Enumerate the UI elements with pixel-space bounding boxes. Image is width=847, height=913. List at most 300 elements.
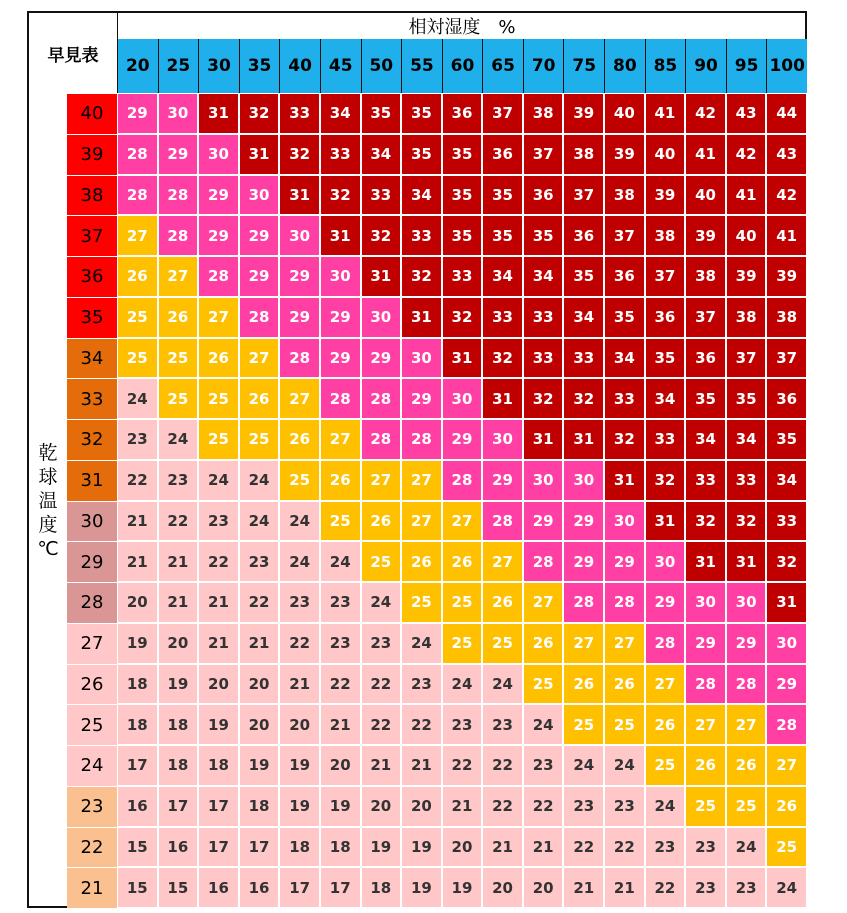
heat-index-cell: 23: [604, 786, 645, 827]
heat-index-cell: 25: [645, 745, 686, 786]
heat-index-cell: 35: [604, 297, 645, 338]
heat-index-cell: 34: [320, 93, 361, 134]
heat-index-cell: 28: [361, 419, 402, 460]
heat-index-cell: 30: [198, 134, 239, 175]
heat-index-cell: 21: [117, 501, 158, 542]
heat-index-cell: 28: [198, 256, 239, 297]
heat-index-cell: 31: [361, 256, 402, 297]
heat-index-cell: 31: [523, 419, 564, 460]
heat-index-cell: 16: [158, 827, 199, 868]
heat-index-cell: 22: [117, 460, 158, 501]
heat-index-cell: 27: [279, 378, 320, 419]
heat-index-cell: 18: [361, 867, 402, 908]
heat-index-cell: 36: [523, 175, 564, 216]
heat-index-cell: 22: [645, 867, 686, 908]
heat-index-cell: 23: [563, 786, 604, 827]
humidity-header-70: 70: [523, 39, 564, 93]
humidity-axis-title: 相対湿度 %: [117, 13, 807, 40]
heat-index-cell: 17: [239, 827, 280, 868]
heat-index-cell: 32: [523, 378, 564, 419]
heat-index-cell: 25: [117, 338, 158, 379]
heat-index-cell: 28: [117, 134, 158, 175]
heat-index-cell: 36: [645, 297, 686, 338]
humidity-header-85: 85: [645, 39, 686, 93]
heat-index-cell: 33: [361, 175, 402, 216]
heat-index-cell: 30: [726, 582, 767, 623]
heat-index-cell: 24: [158, 419, 199, 460]
heat-index-cell: 15: [117, 867, 158, 908]
temperature-label-31: 31: [67, 460, 117, 501]
heat-index-cell: 34: [726, 419, 767, 460]
heat-index-cell: 23: [158, 460, 199, 501]
heat-index-cell: 34: [685, 419, 726, 460]
heat-index-cell: 18: [158, 704, 199, 745]
heat-index-cell: 22: [523, 786, 564, 827]
heat-index-cell: 26: [482, 582, 523, 623]
heat-index-cell: 27: [726, 704, 767, 745]
heat-index-cell: 28: [239, 297, 280, 338]
heat-index-cell: 32: [482, 338, 523, 379]
heat-index-cell: 30: [685, 582, 726, 623]
heat-index-cell: 29: [726, 623, 767, 664]
heat-index-cell: 16: [239, 867, 280, 908]
heat-index-cell: 19: [198, 704, 239, 745]
heat-index-cell: 24: [442, 664, 483, 705]
temperature-label-30: 30: [67, 501, 117, 542]
heat-index-cell: 35: [361, 93, 402, 134]
heat-index-cell: 42: [726, 134, 767, 175]
humidity-header-55: 55: [401, 39, 442, 93]
heat-index-cell: 35: [442, 134, 483, 175]
heat-index-cell: 30: [239, 175, 280, 216]
heat-index-cell: 18: [239, 786, 280, 827]
heat-index-cell: 32: [442, 297, 483, 338]
heat-index-cell: 24: [239, 460, 280, 501]
heat-index-cell: 15: [117, 827, 158, 868]
heat-index-cell: 32: [685, 501, 726, 542]
heat-index-cell: 25: [198, 419, 239, 460]
heat-index-cell: 20: [361, 786, 402, 827]
heat-index-cell: 38: [726, 297, 767, 338]
heat-index-cell: 26: [766, 786, 807, 827]
heat-index-cell: 19: [320, 786, 361, 827]
heat-index-cell: 31: [401, 297, 442, 338]
heat-index-cell: 25: [158, 338, 199, 379]
humidity-header-30: 30: [198, 39, 239, 93]
heat-index-cell: 24: [320, 541, 361, 582]
heat-index-cell: 42: [685, 93, 726, 134]
heat-index-cell: 36: [442, 93, 483, 134]
heat-index-cell: 35: [726, 378, 767, 419]
heat-index-cell: 20: [442, 827, 483, 868]
heat-index-cell: 32: [361, 215, 402, 256]
heat-index-cell: 34: [604, 338, 645, 379]
heat-index-cell: 27: [401, 460, 442, 501]
heat-index-cell: 25: [523, 664, 564, 705]
heat-index-cell: 25: [158, 378, 199, 419]
heat-index-cell: 22: [239, 582, 280, 623]
heat-index-cell: 29: [563, 501, 604, 542]
heat-index-cell: 30: [401, 338, 442, 379]
humidity-header-45: 45: [320, 39, 361, 93]
heat-index-cell: 31: [766, 582, 807, 623]
temperature-label-33: 33: [67, 378, 117, 419]
heat-index-cell: 35: [442, 175, 483, 216]
heat-index-cell: 30: [523, 460, 564, 501]
heat-index-cell: 29: [320, 297, 361, 338]
heat-index-cell: 29: [279, 256, 320, 297]
heat-index-cell: 27: [361, 460, 402, 501]
heat-index-cell: 21: [442, 786, 483, 827]
heat-index-cell: 22: [158, 501, 199, 542]
heat-index-cell: 40: [645, 134, 686, 175]
heat-index-cell: 27: [442, 501, 483, 542]
heat-index-cell: 22: [361, 664, 402, 705]
heat-index-cell: 35: [401, 134, 442, 175]
heat-index-cell: 24: [239, 501, 280, 542]
heat-index-cell: 33: [442, 256, 483, 297]
heat-index-cell: 30: [442, 378, 483, 419]
heat-index-cell: 29: [766, 664, 807, 705]
heat-index-cell: 23: [239, 541, 280, 582]
humidity-header-100: 100: [766, 39, 807, 93]
heat-index-cell: 27: [239, 338, 280, 379]
heat-index-cell: 38: [766, 297, 807, 338]
heat-index-cell: 27: [563, 623, 604, 664]
heat-index-cell: 27: [198, 297, 239, 338]
heat-index-cell: 39: [766, 256, 807, 297]
heat-index-cell: 37: [604, 215, 645, 256]
heat-index-cell: 28: [685, 664, 726, 705]
heat-index-cell: 26: [117, 256, 158, 297]
heat-index-cell: 35: [482, 175, 523, 216]
heat-index-cell: 23: [685, 867, 726, 908]
heat-index-cell: 41: [726, 175, 767, 216]
heat-index-cell: 30: [320, 256, 361, 297]
heat-index-cell: 36: [604, 256, 645, 297]
heat-index-cell: 28: [361, 378, 402, 419]
heat-index-cell: 32: [401, 256, 442, 297]
humidity-header-60: 60: [442, 39, 483, 93]
heat-index-cell: 23: [279, 582, 320, 623]
heat-index-cell: 29: [645, 582, 686, 623]
heat-index-cell: 31: [563, 419, 604, 460]
heat-index-cell: 21: [361, 745, 402, 786]
heat-index-cell: 24: [401, 623, 442, 664]
heat-index-cell: 24: [523, 704, 564, 745]
heat-index-cell: 21: [279, 664, 320, 705]
heat-index-cell: 26: [361, 501, 402, 542]
heat-index-cell: 34: [523, 256, 564, 297]
heat-index-cell: 39: [645, 175, 686, 216]
temperature-label-25: 25: [67, 704, 117, 745]
heat-index-cell: 37: [523, 134, 564, 175]
heat-index-cell: 33: [604, 378, 645, 419]
heat-index-cell: 43: [726, 93, 767, 134]
heat-index-cell: 31: [685, 541, 726, 582]
heat-index-cell: 31: [604, 460, 645, 501]
heat-index-cell: 17: [117, 745, 158, 786]
temperature-axis-title-char: 乾: [38, 441, 58, 464]
temperature-axis-title-char: 球: [38, 465, 58, 488]
heat-index-cell: 27: [604, 623, 645, 664]
heat-index-cell: 29: [482, 460, 523, 501]
heat-index-cell: 37: [726, 338, 767, 379]
temperature-label-39: 39: [67, 134, 117, 175]
heat-index-cell: 20: [401, 786, 442, 827]
heat-index-cell: 20: [279, 704, 320, 745]
heat-index-cell: 20: [482, 867, 523, 908]
heat-index-cell: 38: [645, 215, 686, 256]
heat-index-cell: 44: [766, 93, 807, 134]
heat-index-cell: 32: [645, 460, 686, 501]
corner-title: 早見表: [29, 13, 118, 93]
heat-index-cell: 41: [645, 93, 686, 134]
heat-index-cell: 19: [401, 827, 442, 868]
heat-index-cell: 38: [523, 93, 564, 134]
temperature-label-38: 38: [67, 175, 117, 216]
heat-index-cell: 42: [766, 175, 807, 216]
heat-index-cell: 26: [604, 664, 645, 705]
heat-index-cell: 28: [766, 704, 807, 745]
temperature-label-28: 28: [67, 582, 117, 623]
heat-index-cell: 29: [198, 215, 239, 256]
heat-index-cell: 34: [401, 175, 442, 216]
heat-index-cell: 23: [726, 867, 767, 908]
heat-index-cell: 33: [401, 215, 442, 256]
heat-index-cell: 24: [766, 867, 807, 908]
heat-index-cell: 18: [117, 664, 158, 705]
humidity-header-80: 80: [604, 39, 645, 93]
heat-index-cell: 23: [685, 827, 726, 868]
heat-index-cell: 26: [523, 623, 564, 664]
heat-index-cell: 24: [117, 378, 158, 419]
heat-index-cell: 25: [320, 501, 361, 542]
temperature-label-37: 37: [67, 215, 117, 256]
heat-index-cell: 25: [604, 704, 645, 745]
heat-index-cell: 19: [442, 867, 483, 908]
heat-index-cell: 18: [198, 745, 239, 786]
heat-index-cell: 22: [401, 704, 442, 745]
temperature-label-21: 21: [67, 867, 117, 908]
heat-index-cell: 28: [279, 338, 320, 379]
heat-index-cell: 35: [482, 215, 523, 256]
heat-index-cell: 25: [401, 582, 442, 623]
heat-index-cell: 29: [320, 338, 361, 379]
temperature-label-32: 32: [67, 419, 117, 460]
temperature-label-40: 40: [67, 93, 117, 134]
heat-index-cell: 21: [401, 745, 442, 786]
heat-index-cell: 41: [685, 134, 726, 175]
heat-index-cell: 37: [685, 297, 726, 338]
heat-index-cell: 29: [523, 501, 564, 542]
heat-index-cell: 15: [158, 867, 199, 908]
heat-index-cell: 25: [442, 582, 483, 623]
heat-index-cell: 32: [320, 175, 361, 216]
heat-index-cell: 37: [766, 338, 807, 379]
heat-index-cell: 31: [726, 541, 767, 582]
heat-index-cell: 35: [766, 419, 807, 460]
heat-index-cell: 28: [604, 582, 645, 623]
heat-index-cell: 38: [685, 256, 726, 297]
heat-index-cell: 22: [320, 664, 361, 705]
heat-index-cell: 20: [523, 867, 564, 908]
heat-index-cell: 32: [563, 378, 604, 419]
heat-index-cell: 26: [442, 541, 483, 582]
heat-index-cell: 21: [482, 827, 523, 868]
heat-index-cell: 21: [239, 623, 280, 664]
heat-index-cell: 25: [563, 704, 604, 745]
heat-index-cell: 19: [279, 786, 320, 827]
heat-index-cell: 17: [279, 867, 320, 908]
heat-index-cell: 38: [604, 175, 645, 216]
temperature-label-29: 29: [67, 541, 117, 582]
heat-index-cell: 34: [766, 460, 807, 501]
heat-index-cell: 32: [279, 134, 320, 175]
heat-index-cell: 31: [198, 93, 239, 134]
heat-index-cell: 30: [645, 541, 686, 582]
heat-index-cell: 24: [726, 827, 767, 868]
heat-index-cell: 22: [198, 541, 239, 582]
heat-index-cell: 25: [239, 419, 280, 460]
temperature-axis-title-char: ℃: [37, 537, 59, 560]
heat-index-cell: 25: [198, 378, 239, 419]
heat-index-cell: 35: [685, 378, 726, 419]
heat-index-cell: 28: [645, 623, 686, 664]
heat-index-cell: 28: [158, 215, 199, 256]
heat-index-cell: 33: [523, 297, 564, 338]
heat-index-cell: 28: [563, 582, 604, 623]
heat-index-cell: 27: [401, 501, 442, 542]
heat-index-cell: 27: [117, 215, 158, 256]
heat-index-cell: 37: [645, 256, 686, 297]
heat-index-cell: 40: [685, 175, 726, 216]
heat-index-cell: 25: [766, 827, 807, 868]
heat-index-cell: 17: [198, 827, 239, 868]
heat-index-cell: 26: [320, 460, 361, 501]
heat-index-cell: 25: [361, 541, 402, 582]
humidity-header-90: 90: [685, 39, 726, 93]
temperature-label-24: 24: [67, 745, 117, 786]
heat-index-cell: 33: [685, 460, 726, 501]
heat-index-cell: 17: [198, 786, 239, 827]
temperature-label-23: 23: [67, 786, 117, 827]
heat-index-cell: 26: [726, 745, 767, 786]
heat-index-cell: 38: [563, 134, 604, 175]
heat-index-cell: 26: [158, 297, 199, 338]
heat-index-cell: 33: [279, 93, 320, 134]
heat-index-cell: 20: [239, 704, 280, 745]
heat-index-cell: 23: [482, 704, 523, 745]
heat-index-cell: 37: [563, 175, 604, 216]
heat-index-cell: 17: [320, 867, 361, 908]
heat-index-cell: 27: [158, 256, 199, 297]
heat-index-cell: 18: [158, 745, 199, 786]
temperature-label-26: 26: [67, 664, 117, 705]
heat-index-cell: 31: [645, 501, 686, 542]
humidity-header-35: 35: [239, 39, 280, 93]
heat-index-cell: 24: [563, 745, 604, 786]
heat-index-cell: 35: [401, 93, 442, 134]
heat-index-cell: 27: [645, 664, 686, 705]
heat-index-cell: 32: [726, 501, 767, 542]
heat-index-cell: 26: [563, 664, 604, 705]
heat-index-cell: 20: [320, 745, 361, 786]
heat-index-cell: 33: [563, 338, 604, 379]
heat-index-cell: 31: [239, 134, 280, 175]
heat-index-cell: 23: [320, 623, 361, 664]
heat-index-cell: 28: [523, 541, 564, 582]
heat-index-cell: 26: [401, 541, 442, 582]
heat-index-cell: 23: [361, 623, 402, 664]
heat-index-cell: 16: [198, 867, 239, 908]
heat-index-cell: 19: [279, 745, 320, 786]
heat-index-cell: 19: [239, 745, 280, 786]
heat-index-cell: 20: [117, 582, 158, 623]
temperature-axis-title-char: 温: [38, 489, 58, 512]
heat-index-cell: 36: [766, 378, 807, 419]
heat-index-cell: 30: [279, 215, 320, 256]
heat-index-cell: 23: [645, 827, 686, 868]
heat-index-cell: 39: [685, 215, 726, 256]
heat-index-cell: 33: [320, 134, 361, 175]
heat-index-cell: 21: [320, 704, 361, 745]
heat-index-cell: 33: [726, 460, 767, 501]
heat-index-cell: 28: [482, 501, 523, 542]
heat-index-cell: 24: [645, 786, 686, 827]
heat-index-cell: 18: [279, 827, 320, 868]
humidity-header-95: 95: [726, 39, 767, 93]
heat-index-cell: 30: [766, 623, 807, 664]
temperature-label-36: 36: [67, 256, 117, 297]
heat-index-cell: 19: [117, 623, 158, 664]
heat-index-cell: 34: [482, 256, 523, 297]
heat-index-cell: 22: [361, 704, 402, 745]
heat-index-cell: 26: [685, 745, 726, 786]
heat-index-cell: 29: [361, 338, 402, 379]
heat-index-cell: 24: [482, 664, 523, 705]
heat-index-cell: 37: [482, 93, 523, 134]
heat-index-cell: 35: [645, 338, 686, 379]
heat-index-cell: 27: [320, 419, 361, 460]
heat-index-cell: 28: [726, 664, 767, 705]
humidity-header-75: 75: [563, 39, 604, 93]
heat-index-cell: 19: [361, 827, 402, 868]
heat-index-cell: 29: [117, 93, 158, 134]
heat-index-cell: 20: [239, 664, 280, 705]
heat-index-cell: 34: [361, 134, 402, 175]
heat-index-cell: 18: [320, 827, 361, 868]
heat-index-cell: 29: [401, 378, 442, 419]
heat-index-cell: 30: [563, 460, 604, 501]
heat-index-cell: 30: [482, 419, 523, 460]
heat-index-cell: 21: [523, 827, 564, 868]
temperature-axis-title: [29, 93, 67, 908]
humidity-header-65: 65: [482, 39, 523, 93]
heat-index-cell: 23: [117, 419, 158, 460]
heat-index-cell: 29: [442, 419, 483, 460]
heat-index-cell: 32: [604, 419, 645, 460]
heat-index-cell: 24: [279, 541, 320, 582]
heat-index-cell: 32: [766, 541, 807, 582]
heat-index-cell: 23: [401, 664, 442, 705]
heat-index-cell: 29: [604, 541, 645, 582]
heat-index-cell: 35: [563, 256, 604, 297]
heat-index-cell: 26: [198, 338, 239, 379]
heat-index-cell: 22: [482, 745, 523, 786]
heat-index-cell: 23: [523, 745, 564, 786]
heat-index-cell: 22: [604, 827, 645, 868]
